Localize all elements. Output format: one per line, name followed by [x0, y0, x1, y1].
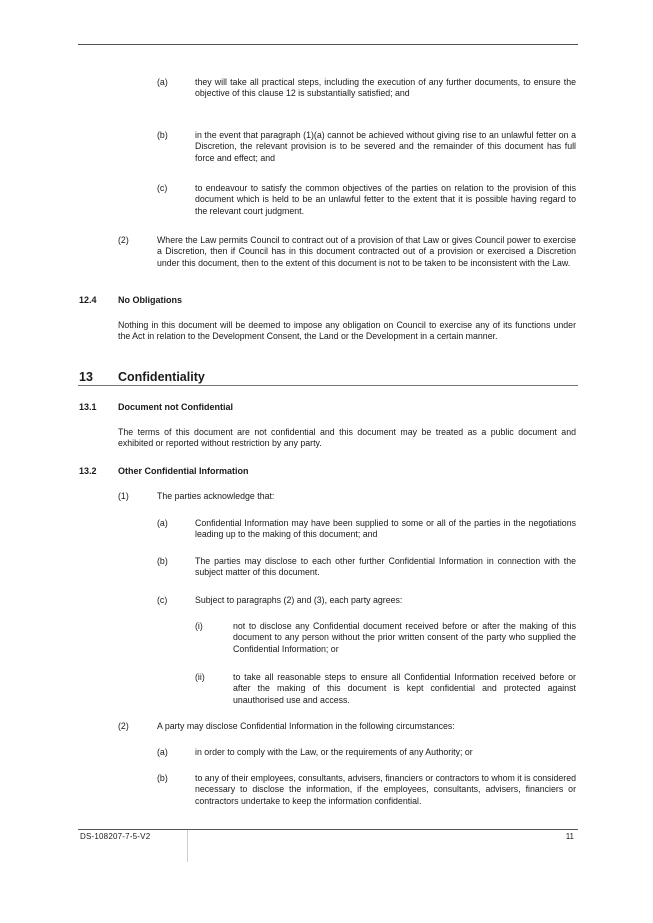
document-id: DS-108207-7-5-V2 [80, 832, 151, 841]
item-label: (c) [157, 595, 168, 605]
section-heading: Confidentiality [118, 370, 205, 384]
section-number: 13 [79, 370, 93, 384]
item-label: (a) [157, 77, 168, 87]
page-number: 11 [565, 832, 574, 841]
clause-number: 12.4 [79, 295, 97, 305]
item-text: Subject to paragraphs (2) and (3), each party agrees: [195, 595, 403, 605]
item-label: (2) [118, 721, 129, 731]
subitem-label: (i) [195, 621, 203, 631]
section-rule [78, 385, 578, 386]
subitem-text: not to disclose any Confidential document received before or after the making of this document to any person without the prior written consent of the party who supplied the Confidential Information; or [233, 621, 576, 654]
item-text: The parties acknowledge that: [157, 491, 275, 501]
subitem-text: to take all reasonable steps to ensure all Confidential Information received before or after the making of this document is kept confidential and protected against unauthorised use and access. [233, 672, 576, 705]
item-text: they will take all practical steps, including the execution of any further documents, to ensure the objective of this clause 12 is substantially satisfied; and [195, 77, 576, 99]
item-label: (a) [157, 747, 168, 757]
item-text: to any of their employees, consultants, advisers, financiers or contractors to whom it is considered necessary to disclose the information, if the employees, consultants, advisers, financiers or contractors undertake to keep the information confidential. [195, 773, 576, 806]
item-label: (b) [157, 130, 168, 140]
item-text: The parties may disclose to each other further Confidential Information in connection with the subject matter of this document. [195, 556, 576, 578]
clause-heading: Document not Confidential [118, 402, 233, 412]
item-label: (1) [118, 491, 129, 501]
clause-text: The terms of this document are not confidential and this document may be treated as a public document and exhibited or reported without restriction by any party. [118, 427, 576, 449]
footer-divider [187, 830, 188, 862]
item-label: (b) [157, 556, 168, 566]
item-label: (a) [157, 518, 168, 528]
clause-text: Nothing in this document will be deemed to impose any obligation on Council to exercise any of its functions under the Act in relation to the Development Consent, the Land or the Development in a certain manner. [118, 320, 576, 342]
item-label: (b) [157, 773, 168, 783]
item-text: A party may disclose Confidential Information in the following circumstances: [157, 721, 455, 731]
item-text: to endeavour to satisfy the common objectives of the parties on relation to the provision of this document which is held to be an unlawful fetter to the extent that it is possible having regard to the relevant court judgment. [195, 183, 576, 216]
item-text: Confidential Information may have been supplied to some or all of the parties in the negotiations leading up to the making of this document; and [195, 518, 576, 540]
subitem-label: (ii) [195, 672, 205, 682]
header-rule [78, 44, 578, 45]
clause-number: 13.1 [79, 402, 97, 412]
item-text: in order to comply with the Law, or the requirements of any Authority; or [195, 747, 473, 757]
item-label: (c) [157, 183, 168, 193]
item-label: (2) [118, 235, 129, 245]
item-text: in the event that paragraph (1)(a) cannot be achieved without giving rise to an unlawful fetter on a Discretion, the relevant provision is to be severed and the remainder of this document has full force and effect; and [195, 130, 576, 163]
clause-number: 13.2 [79, 466, 97, 476]
footer-rule [78, 829, 578, 830]
clause-heading: Other Confidential Information [118, 466, 249, 476]
clause-heading: No Obligations [118, 295, 182, 305]
item-text: Where the Law permits Council to contract out of a provision of that Law or gives Council power to exercise a Discretion, then if Council has in this document contracted out of a provision or exercised a Discretion under this document, then to the extent of this document is not to be taken to be inconsistent with the Law. [157, 235, 576, 268]
